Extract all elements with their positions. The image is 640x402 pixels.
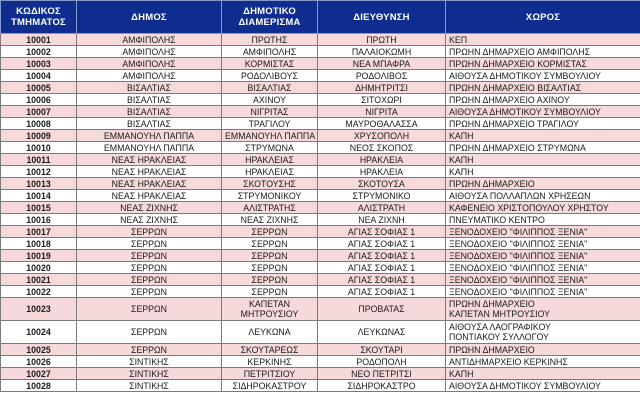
header-xoros: ΧΩΡΟΣ — [446, 1, 640, 34]
cell-code: 10024 — [1, 321, 77, 344]
table-row — [1, 368, 640, 380]
cell-dimos: ΣΕΡΡΩΝ — [77, 344, 222, 356]
cell-xoros: ΠΡΩΗΝ ΔΗΜΑΡΧΕΙΟ ΚΟΡΜΙΣΤΑΣ — [446, 58, 640, 70]
cell-xoros: ΚΕΠ — [446, 34, 640, 46]
cell-dieuthynsi: ΝΕΑ ΜΠΑΦΡΑ — [318, 58, 446, 70]
cell-xoros: ΠΡΩΗΝ ΔΗΜΑΡΧΕΙΟ ΒΙΣΑΛΤΙΑΣ — [446, 82, 640, 94]
cell-diamerisma: ΠΕΤΡΙΤΣΙΟΥ — [222, 368, 318, 380]
cell-dimos: ΝΕΑΣ ΗΡΑΚΛΕΙΑΣ — [77, 190, 222, 202]
cell-dimos: ΣΕΡΡΩΝ — [77, 226, 222, 238]
cell-xoros: ΞΕΝΟΔΟΧΕΙΟ "ΦΙΛΙΠΠΟΣ ΞΕΝΙΑ" — [446, 262, 640, 274]
cell-dimos: ΣΙΝΤΙΚΗΣ — [77, 356, 222, 368]
cell-dieuthynsi: ΧΡΥΣΟΠΟΛΗ — [318, 130, 446, 142]
cell-dimos: ΝΕΑΣ ΗΡΑΚΛΕΙΑΣ — [77, 166, 222, 178]
cell-dimos: ΑΜΦΙΠΟΛΗΣ — [77, 58, 222, 70]
cell-dimos: ΒΙΣΑΛΤΙΑΣ — [77, 94, 222, 106]
table-row — [1, 118, 640, 130]
cell-dimos: ΝΕΑΣ ΖΙΧΝΗΣ — [77, 202, 222, 214]
cell-xoros: ΠΡΩΗΝ ΔΗΜΑΡΧΕΙΟ ΑΧΙΝΟΥ — [446, 94, 640, 106]
cell-dieuthynsi: ΣΙΤΟΧΩΡΙ — [318, 94, 446, 106]
cell-xoros: ΚΑΦΕΝΕΙΟ ΧΡΙΣΤΟΠΟΥΛΟΥ ΧΡΗΣΤΟΥ — [446, 202, 640, 214]
cell-code: 10001 — [1, 34, 77, 46]
cell-dieuthynsi: ΑΓΙΑΣ ΣΟΦΙΑΣ 1 — [318, 286, 446, 298]
cell-diamerisma: ΣΕΡΡΩΝ — [222, 250, 318, 262]
cell-code: 10010 — [1, 142, 77, 154]
cell-diamerisma: ΑΜΦΙΠΟΛΗΣ — [222, 46, 318, 58]
cell-xoros: ΠΡΩΗΝ ΔΗΜΑΡΧΕΙΟ ΣΤΡΥΜΩΝΑ — [446, 142, 640, 154]
cell-xoros-line: ΠΡΩΗΝ ΔΗΜΑΡΧΕΙΟ — [449, 299, 535, 309]
cell-diamerisma: ΠΡΩΤΗΣ — [222, 34, 318, 46]
cell-xoros: ΑΝΤΙΔΗΜΑΡΧΕΙΟ ΚΕΡΚΙΝΗΣ — [446, 356, 640, 368]
header-row — [1, 1, 640, 34]
cell-dieuthynsi: ΝΕΟΣ ΣΚΟΠΟΣ — [318, 142, 446, 154]
cell-diamerisma: ΒΙΣΑΛΤΙΑΣ — [222, 82, 318, 94]
table-row — [1, 344, 640, 356]
cell-xoros-line: ΚΑΠΕΤΑΝ ΜΗΤΡΟΥΣΙΟΥ — [449, 309, 550, 319]
cell-xoros: ΚΑΠΗ — [446, 368, 640, 380]
cell-dieuthynsi: ΑΓΙΑΣ ΣΟΦΙΑΣ 1 — [318, 226, 446, 238]
cell-dieuthynsi: ΝΕΟ ΠΕΤΡΙΤΣΙ — [318, 368, 446, 380]
cell-dieuthynsi: ΠΡΟΒΑΤΑΣ — [318, 298, 446, 321]
cell-diamerisma: ΤΡΑΓΙΛΟΥ — [222, 118, 318, 130]
cell-dieuthynsi: ΑΓΙΑΣ ΣΟΦΙΑΣ 1 — [318, 238, 446, 250]
cell-xoros: ΑΙΘΟΥΣΑ ΠΟΛΛΑΠΛΩΝ ΧΡΗΣΕΩΝ — [446, 190, 640, 202]
cell-code: 10008 — [1, 118, 77, 130]
cell-xoros: ΠΝΕΥΜΑΤΙΚΟ ΚΕΝΤΡΟ — [446, 214, 640, 226]
cell-dieuthynsi: ΔΗΜΗΤΡΙΤΣΙ — [318, 82, 446, 94]
cell-code: 10025 — [1, 344, 77, 356]
table-row — [1, 130, 640, 142]
cell-code: 10016 — [1, 214, 77, 226]
cell-xoros: ΠΡΩΗΝ ΔΗΜΑΡΧΕΙΟ — [446, 178, 640, 190]
cell-dieuthynsi: ΡΟΔΟΠΟΛΗ — [318, 356, 446, 368]
table-row — [1, 70, 640, 82]
cell-code: 10007 — [1, 106, 77, 118]
cell-diamerisma: ΣΕΡΡΩΝ — [222, 238, 318, 250]
cell-diamerisma: ΣΙΔΗΡΟΚΑΣΤΡΟΥ — [222, 380, 318, 392]
table-row — [1, 58, 640, 70]
cell-dieuthynsi: ΣΚΟΥΤΑΡΙ — [318, 344, 446, 356]
table-row — [1, 178, 640, 190]
cell-dimos: ΒΙΣΑΛΤΙΑΣ — [77, 106, 222, 118]
cell-diamerisma: ΣΕΡΡΩΝ — [222, 226, 318, 238]
cell-code: 10012 — [1, 166, 77, 178]
cell-xoros: ΑΙΘΟΥΣΑ ΔΗΜΟΤΙΚΟΥ ΣΥΜΒΟΥΛΙΟΥ — [446, 70, 640, 82]
cell-dimos: ΣΕΡΡΩΝ — [77, 238, 222, 250]
cell-code: 10018 — [1, 238, 77, 250]
cell-xoros: ΠΡΩΗΝ ΔΗΜΑΡΧΕΙΟ — [446, 344, 640, 356]
cell-xoros: ΚΑΠΗ — [446, 166, 640, 178]
cell-dimos: ΝΕΑΣ ΗΡΑΚΛΕΙΑΣ — [77, 178, 222, 190]
cell-dimos: ΣΕΡΡΩΝ — [77, 321, 222, 344]
cell-dieuthynsi: ΗΡΑΚΛΕΙΑ — [318, 154, 446, 166]
cell-xoros — [446, 298, 640, 321]
header-diamerisma: ΔΗΜΟΤΙΚΟ ΔΙΑΜΕΡΙΣΜΑ — [222, 1, 318, 34]
table-row — [1, 226, 640, 238]
cell-xoros: ΑΙΘΟΥΣΑ ΔΗΜΟΤΙΚΟΥ ΣΥΜΒΟΥΛΙΟΥ — [446, 106, 640, 118]
cell-dieuthynsi: ΣΚΟΤΟΥΣΑ — [318, 178, 446, 190]
cell-code: 10009 — [1, 130, 77, 142]
table-row — [1, 380, 640, 392]
cell-xoros: ΞΕΝΟΔΟΧΕΙΟ "ΦΙΛΙΠΠΟΣ ΞΕΝΙΑ" — [446, 274, 640, 286]
cell-dimos: ΣΕΡΡΩΝ — [77, 250, 222, 262]
cell-dimos: ΑΜΦΙΠΟΛΗΣ — [77, 46, 222, 58]
cell-dieuthynsi: ΑΓΙΑΣ ΣΟΦΙΑΣ 1 — [318, 250, 446, 262]
cell-dieuthynsi: ΣΙΔΗΡΟΚΑΣΤΡΟ — [318, 380, 446, 392]
cell-diamerisma: ΗΡΑΚΛΕΙΑΣ — [222, 166, 318, 178]
cell-dieuthynsi: ΠΑΛΑΙΟΚΩΜΗ — [318, 46, 446, 58]
cell-xoros: ΠΡΩΗΝ ΔΗΜΑΡΧΕΙΟ ΑΜΦΙΠΟΛΗΣ — [446, 46, 640, 58]
cell-dimos: ΑΜΦΙΠΟΛΗΣ — [77, 70, 222, 82]
table-row — [1, 298, 640, 321]
table-row — [1, 142, 640, 154]
cell-dimos: ΝΕΑΣ ΗΡΑΚΛΕΙΑΣ — [77, 154, 222, 166]
cell-diamerisma: ΣΕΡΡΩΝ — [222, 262, 318, 274]
cell-code: 10028 — [1, 380, 77, 392]
cell-xoros: ΞΕΝΟΔΟΧΕΙΟ "ΦΙΛΙΠΠΟΣ ΞΕΝΙΑ" — [446, 238, 640, 250]
cell-diamerisma: ΗΡΑΚΛΕΙΑΣ — [222, 154, 318, 166]
table-row — [1, 356, 640, 368]
cell-xoros: ΚΑΠΗ — [446, 154, 640, 166]
table-row — [1, 321, 640, 344]
cell-diamerisma: ΑΛΙΣΤΡΑΤΗΣ — [222, 202, 318, 214]
cell-dimos: ΣΕΡΡΩΝ — [77, 274, 222, 286]
table-row — [1, 34, 640, 46]
cell-dimos: ΣΙΝΤΙΚΗΣ — [77, 380, 222, 392]
cell-dimos: ΝΕΑΣ ΖΙΧΝΗΣ — [77, 214, 222, 226]
table-row — [1, 250, 640, 262]
cell-dieuthynsi: ΝΕΑ ΖΙΧΝΗ — [318, 214, 446, 226]
header-dieuthynsi: ΔΙΕΥΘΥΝΣΗ — [318, 1, 446, 34]
table-row — [1, 94, 640, 106]
table-row — [1, 46, 640, 58]
cell-dimos: ΣΕΡΡΩΝ — [77, 286, 222, 298]
cell-diamerisma: ΣΤΡΥΜΩΝΑ — [222, 142, 318, 154]
cell-dieuthynsi: ΗΡΑΚΛΕΙΑ — [318, 166, 446, 178]
table-row — [1, 202, 640, 214]
cell-code: 10021 — [1, 274, 77, 286]
table-row — [1, 238, 640, 250]
table-row — [1, 274, 640, 286]
table-row — [1, 166, 640, 178]
header-code: ΚΩΔΙΚΟΣ ΤΜΗΜΑΤΟΣ — [1, 1, 77, 34]
table-row — [1, 214, 640, 226]
cell-dimos: ΣΙΝΤΙΚΗΣ — [77, 368, 222, 380]
cell-code: 10015 — [1, 202, 77, 214]
cell-diamerisma: ΛΕΥΚΩΝΑ — [222, 321, 318, 344]
cell-code: 10027 — [1, 368, 77, 380]
cell-diamerisma: ΚΟΡΜΙΣΤΑΣ — [222, 58, 318, 70]
cell-code: 10020 — [1, 262, 77, 274]
cell-xoros: ΑΙΘΟΥΣΑ ΔΗΜΟΤΙΚΟΥ ΣΥΜΒΟΥΛΙΟΥ — [446, 380, 640, 392]
cell-diamerisma: ΡΟΔΟΛΙΒΟΥΣ — [222, 70, 318, 82]
table-row — [1, 286, 640, 298]
cell-code: 10023 — [1, 298, 77, 321]
cell-code: 10003 — [1, 58, 77, 70]
table-row — [1, 82, 640, 94]
cell-dieuthynsi: ΑΛΙΣΤΡΑΤΗ — [318, 202, 446, 214]
cell-dimos: ΑΜΦΙΠΟΛΗΣ — [77, 34, 222, 46]
cell-diamerisma: ΣΕΡΡΩΝ — [222, 286, 318, 298]
cell-code: 10013 — [1, 178, 77, 190]
cell-xoros: ΚΑΠΗ — [446, 130, 640, 142]
cell-code: 10026 — [1, 356, 77, 368]
table-row — [1, 154, 640, 166]
table-row — [1, 190, 640, 202]
cell-code: 10019 — [1, 250, 77, 262]
header-dimos: ΔΗΜΟΣ — [77, 1, 222, 34]
table-body — [1, 34, 640, 392]
cell-xoros-line: ΑΙΘΟΥΣΑ ΛΑΟΓΡΑΦΙΚΟΥ — [449, 322, 551, 332]
cell-xoros: ΞΕΝΟΔΟΧΕΙΟ "ΦΙΛΙΠΠΟΣ ΞΕΝΙΑ" — [446, 250, 640, 262]
cell-diamerisma: ΝΙΓΡΙΤΑΣ — [222, 106, 318, 118]
cell-dieuthynsi: ΣΤΡΥΜΟΝΙΚΟ — [318, 190, 446, 202]
cell-diamerisma: ΣΤΡΥΜΟΝΙΚΟΥ — [222, 190, 318, 202]
cell-code: 10014 — [1, 190, 77, 202]
cell-dimos: ΕΜΜΑΝΟΥΗΛ ΠΑΠΠΑ — [77, 142, 222, 154]
cell-xoros: ΞΕΝΟΔΟΧΕΙΟ "ΦΙΛΙΠΠΟΣ ΞΕΝΙΑ" — [446, 286, 640, 298]
cell-code: 10017 — [1, 226, 77, 238]
cell-xoros: ΠΡΩΗΝ ΔΗΜΑΡΧΕΙΟ ΤΡΑΓΙΛΟΥ — [446, 118, 640, 130]
cell-dimos: ΣΕΡΡΩΝ — [77, 262, 222, 274]
cell-code: 10022 — [1, 286, 77, 298]
cell-dieuthynsi: ΡΟΔΟΛΙΒΟΣ — [318, 70, 446, 82]
cell-diamerisma: ΣΕΡΡΩΝ — [222, 274, 318, 286]
cell-diamerisma: ΚΕΡΚΙΝΗΣ — [222, 356, 318, 368]
cell-dieuthynsi: ΜΑΥΡΟΘΑΛΑΣΣΑ — [318, 118, 446, 130]
cell-dieuthynsi: ΑΓΙΑΣ ΣΟΦΙΑΣ 1 — [318, 274, 446, 286]
cell-dimos: ΒΙΣΑΛΤΙΑΣ — [77, 82, 222, 94]
cell-diamerisma: ΝΕΑΣ ΖΙΧΝΗΣ — [222, 214, 318, 226]
cell-dimos: ΣΕΡΡΩΝ — [77, 298, 222, 321]
cell-code: 10006 — [1, 94, 77, 106]
cell-dieuthynsi: ΝΙΓΡΙΤΑ — [318, 106, 446, 118]
cell-diamerisma: ΣΚΟΤΟΥΣΗΣ — [222, 178, 318, 190]
cell-xoros-line: ΠΟΝΤΙΑΚΟΥ ΣΥΛΛΟΓΟΥ — [449, 332, 549, 342]
cell-diamerisma: ΚΑΠΕΤΑΝ ΜΗΤΡΟΥΣΙΟΥ — [222, 298, 318, 321]
table-row — [1, 106, 640, 118]
table-row — [1, 262, 640, 274]
cell-xoros: ΞΕΝΟΔΟΧΕΙΟ "ΦΙΛΙΠΠΟΣ ΞΕΝΙΑ" — [446, 226, 640, 238]
cell-code: 10011 — [1, 154, 77, 166]
cell-dimos: ΒΙΣΑΛΤΙΑΣ — [77, 118, 222, 130]
cell-code: 10005 — [1, 82, 77, 94]
cell-dieuthynsi: ΑΓΙΑΣ ΣΟΦΙΑΣ 1 — [318, 262, 446, 274]
cell-diamerisma: ΣΚΟΥΤΑΡΕΩΣ — [222, 344, 318, 356]
cell-code: 10004 — [1, 70, 77, 82]
cell-diamerisma: ΑΧΙΝΟΥ — [222, 94, 318, 106]
cell-code: 10002 — [1, 46, 77, 58]
cell-diamerisma: ΕΜΜΑΝΟΥΗΛ ΠΑΠΠΑ — [222, 130, 318, 142]
cell-dieuthynsi: ΠΡΩΤΗ — [318, 34, 446, 46]
cell-xoros — [446, 321, 640, 344]
cell-dimos: ΕΜΜΑΝΟΥΗΛ ΠΑΠΠΑ — [77, 130, 222, 142]
cell-dieuthynsi: ΛΕΥΚΩΝΑΣ — [318, 321, 446, 344]
